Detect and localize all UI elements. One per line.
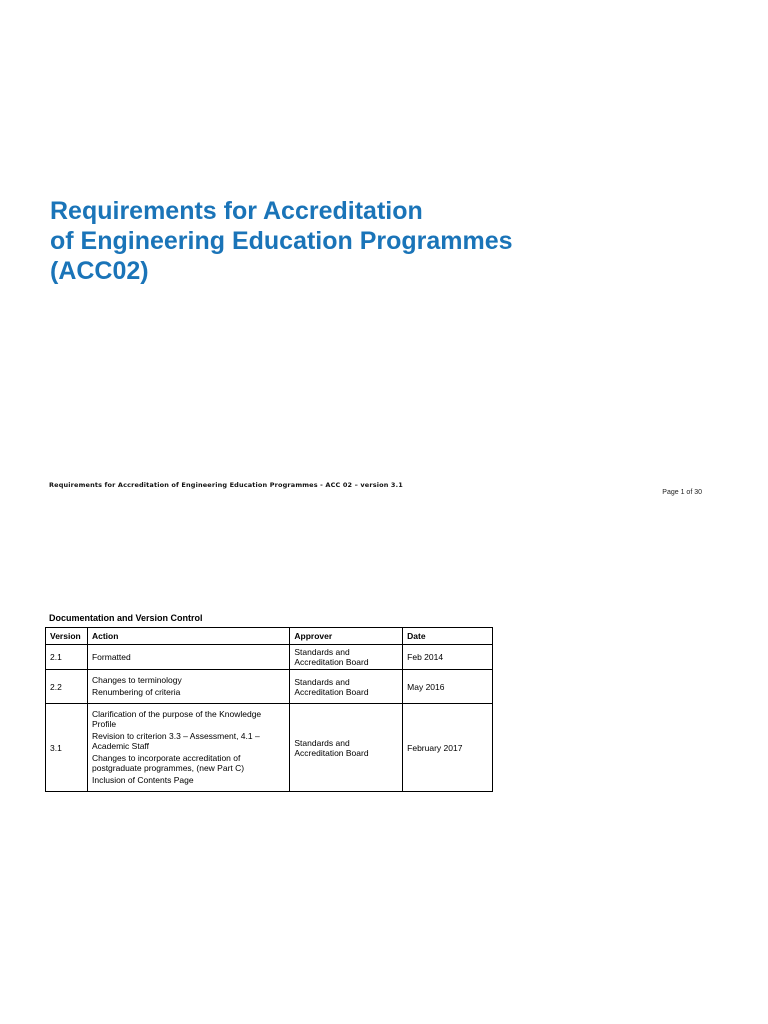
action-cell (87, 704, 289, 792)
action-cell (87, 670, 289, 704)
version-cell: 2.1 (46, 645, 88, 670)
version-control-heading: Documentation and Version Control (49, 613, 203, 623)
document-title (50, 196, 730, 286)
table-row (46, 645, 493, 670)
action-item: Changes to incorporate accreditation of postgraduate programmes, (new Part C) (91, 753, 245, 773)
title-line-1: Requirements for Accreditation (50, 197, 423, 225)
date-cell: February 2017 (403, 704, 493, 792)
column-header-version: Version (46, 628, 88, 645)
page-footer-text: Requirements for Accreditation of Engineering Education Programmes - ACC 02 – version 3.1 (49, 481, 403, 489)
title-line-3: (ACC02) (50, 257, 149, 285)
action-item: Changes to terminology (91, 675, 182, 685)
table-row (46, 670, 493, 704)
action-item: Formatted (91, 651, 131, 662)
title-line-2: of Engineering Education Programmes (50, 227, 513, 255)
table-row (46, 704, 493, 792)
approver-cell: Standards and Accreditation Board (290, 670, 403, 704)
approver-cell: Standards and Accreditation Board (290, 645, 403, 670)
action-item: Inclusion of Contents Page (91, 775, 194, 785)
approver-cell: Standards and Accreditation Board (290, 704, 403, 792)
table-header-row (46, 628, 493, 645)
date-cell: May 2016 (403, 670, 493, 704)
column-header-approver: Approver (290, 628, 403, 645)
version-cell: 3.1 (46, 704, 88, 792)
action-item: Clarification of the purpose of the Knowledge Profile (91, 709, 262, 729)
column-header-date: Date (403, 628, 493, 645)
action-cell (87, 645, 289, 670)
version-control-table (45, 627, 493, 792)
page-number: Page 1 of 30 (662, 489, 702, 496)
action-item: Renumbering of criteria (91, 687, 181, 697)
column-header-action: Action (87, 628, 289, 645)
action-item: Revision to criterion 3.3 – Assessment, 4.1 – Academic Staff (91, 731, 260, 751)
version-cell: 2.2 (46, 670, 88, 704)
date-cell: Feb 2014 (403, 645, 493, 670)
